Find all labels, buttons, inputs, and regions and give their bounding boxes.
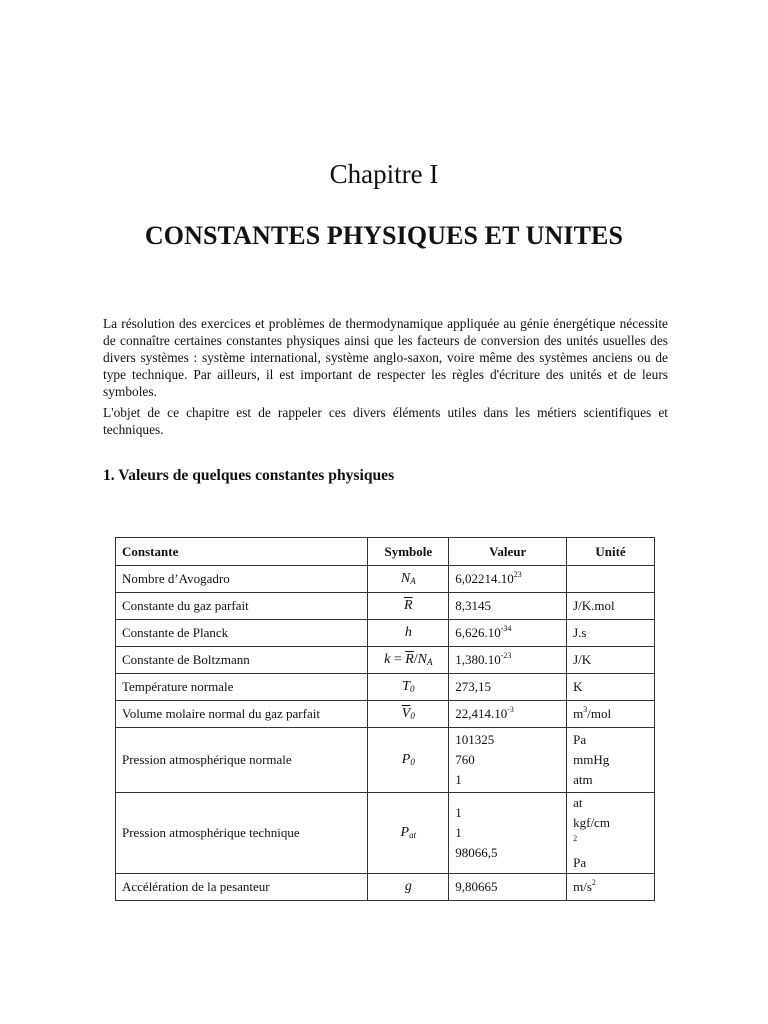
constant-symbol: $N_A$ — [368, 566, 449, 593]
table-row — [116, 793, 655, 874]
section-heading: 1. Valeurs de quelques constantes physiques — [103, 467, 395, 484]
constant-name: Accélération de la pesanteur — [116, 874, 368, 901]
constant-unit: J.s — [567, 620, 655, 647]
constant-unit: $m^3$/mol — [567, 701, 655, 728]
table-row — [116, 728, 655, 793]
constant-value: 8,3145 — [449, 593, 567, 620]
constant-symbol: $P_0$ — [368, 728, 449, 793]
table-row — [116, 593, 655, 620]
chapter-title: CONSTANTES PHYSIQUES ET UNITES — [144, 221, 624, 250]
header-valeur: Valeur — [449, 538, 567, 566]
constant-value: 101325 760 1 — [449, 728, 567, 793]
constant-name: Constante de Planck — [116, 620, 368, 647]
constant-unit — [567, 566, 655, 593]
table-header-row — [116, 538, 655, 566]
constant-symbol: $\overline{V}_0$ — [368, 701, 449, 728]
constant-unit: K — [567, 674, 655, 701]
table-row — [116, 566, 655, 593]
constant-symbol: $P_{at}$ — [368, 793, 449, 874]
intro-paragraph: La résolution des exercices et problèmes de thermodynamique appliquée au génie énergétique nécessite de connaître certaines constantes physiques ainsi que les facteurs de conversion des unités usuelles des divers systèmes : système international, système anglo-saxon, voire même des systèmes anciens ou de type technique. Par ailleurs, il est important de respecter les règles d'écriture des unités et de leurs symboles. — [103, 316, 668, 399]
constant-name: Constante de Boltzmann — [116, 647, 368, 674]
table-row — [116, 620, 655, 647]
header-constante: Constante — [116, 538, 368, 566]
table-row — [116, 874, 655, 901]
constant-value: $22,414.10^{-3}$ — [449, 701, 567, 728]
constant-symbol: g — [368, 874, 449, 901]
constant-name: Pression atmosphérique technique — [116, 793, 368, 874]
header-symbole: Symbole — [368, 538, 449, 566]
constants-table — [115, 537, 655, 901]
table-row — [116, 647, 655, 674]
constant-unit: J/K.mol — [567, 593, 655, 620]
constant-symbol: $\overline{R}$ — [368, 593, 449, 620]
constant-symbol: $k = \overline{R}/N_A$ — [368, 647, 449, 674]
intro-paragraph: L'objet de ce chapitre est de rappeler ces divers éléments utiles dans les métiers scientifiques et techniques. — [103, 405, 668, 437]
header-unite: Unité — [567, 538, 655, 566]
constant-symbol: h — [368, 620, 449, 647]
constant-value: 6,02214.10$^{23}$ — [449, 566, 567, 593]
constant-value: 9,80665 — [449, 874, 567, 901]
constant-unit: at kgf/cm $^2$ Pa — [567, 793, 655, 874]
constant-value: 1 1 98066,5 — [449, 793, 567, 874]
constant-unit: $m/s^2$ — [567, 874, 655, 901]
constant-name: Volume molaire normal du gaz parfait — [116, 701, 368, 728]
table-row — [116, 701, 655, 728]
constant-name: Température normale — [116, 674, 368, 701]
constant-unit: J/K — [567, 647, 655, 674]
constant-value: $1,380.10^{-23}$ — [449, 647, 567, 674]
constant-name: Pression atmosphérique normale — [116, 728, 368, 793]
constant-name: Nombre d’Avogadro — [116, 566, 368, 593]
constant-value: 273,15 — [449, 674, 567, 701]
chapter-label: Chapitre I — [329, 159, 439, 189]
table-row — [116, 674, 655, 701]
constant-symbol: $T_0$ — [368, 674, 449, 701]
constant-value: $6,626.10^{-34}$ — [449, 620, 567, 647]
constant-name: Constante du gaz parfait — [116, 593, 368, 620]
constant-unit: Pa mmHg atm — [567, 728, 655, 793]
intro-text — [103, 315, 668, 442]
